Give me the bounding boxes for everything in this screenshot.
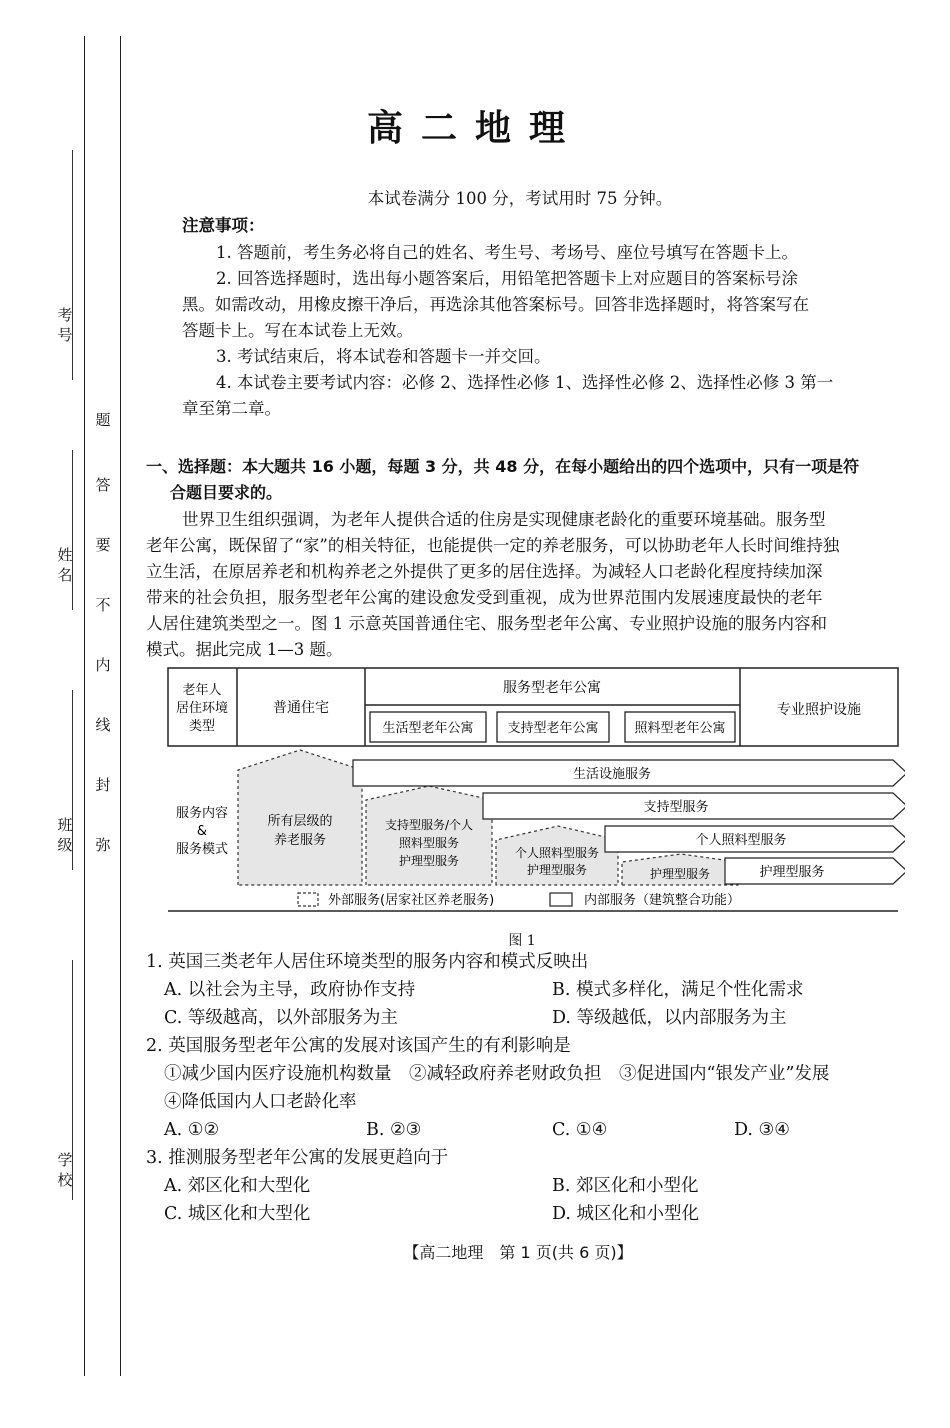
figure-caption: 图 1 [508, 933, 536, 949]
type-label: 类型 [188, 719, 216, 734]
passage-line: 模式。据此完成 1—3 题。 [146, 640, 343, 659]
margin-line-outer [84, 36, 85, 1376]
house-personal-care-text: 个人照料型服务 [514, 846, 600, 860]
class-label: 班级 [57, 816, 73, 854]
arrow-support-text: 支持型服务 [643, 800, 709, 815]
option: B. ②③ [366, 1120, 422, 1140]
page-footer: 【高二地理 第 1 页(共 6 页)】 [403, 1243, 633, 1262]
school-label: 学校 [57, 1151, 73, 1189]
passage-line: 带来的社会负担，服务型老年公寓的建设愈发受到重视，成为世界范围内发展速度最快的老年 [146, 588, 823, 607]
note-line: 黑。如需改动，用橡皮擦干净后，再选涂其他答案标号。回答非选择题时，将答案写在 [182, 295, 809, 314]
note-line: 4. 本试卷主要考试内容：必修 2、选择性必修 1、选择性必修 2、选择性必修 3 第一 [216, 373, 834, 392]
legend-external-swatch [298, 893, 318, 906]
passage-line: 人居住建筑类型之一。图 1 示意英国普通住宅、服务型老年公寓、专业照护设施的服务内容和 [146, 614, 827, 633]
passage-line: 立生活，在原居养老和机构养老之外提供了更多的居住选择。为减轻人口老龄化程度持续加深 [146, 562, 823, 581]
name-label: 姓名 [57, 546, 73, 584]
page-title: 高二地理 [366, 108, 583, 149]
question-stem: 1. 英国三类老年人居住环境类型的服务内容和模式反映出 [146, 952, 589, 972]
question-items: ④降低国内人口老龄化率 [164, 1092, 357, 1112]
service-label: 服务内容 [175, 806, 229, 821]
legend-internal-swatch [550, 893, 572, 906]
exam-no-label: 考号 [57, 306, 73, 344]
option: C. ①④ [552, 1120, 608, 1140]
option: B. 郊区化和小型化 [552, 1176, 699, 1196]
option: A. 以社会为主导，政府协作支持 [164, 980, 416, 1000]
option: B. 模式多样化，满足个性化需求 [552, 980, 804, 1000]
option: A. 郊区化和大型化 [164, 1176, 311, 1196]
option: D. 城区化和小型化 [552, 1204, 700, 1224]
sub-support: 支持型老年公寓 [507, 721, 599, 736]
notes-heading: 注意事项： [182, 216, 265, 235]
col-ordinary: 普通住宅 [273, 700, 329, 716]
seal-char: 题 [95, 411, 111, 429]
service-label: 服务模式 [175, 842, 229, 857]
note-line: 答题卡上。写在本试卷上无效。 [182, 321, 413, 340]
option: C. 等级越高，以外部服务为主 [164, 1008, 398, 1028]
exam-no-blank [72, 150, 73, 380]
legend-external: 外部服务(居家社区养老服务) [328, 893, 495, 908]
option: D. 等级越低，以内部服务为主 [552, 1008, 787, 1028]
col-service-apartment: 服务型老年公寓 [503, 680, 601, 696]
seal-char: 线 [95, 716, 111, 734]
passage-line: 老年公寓，既保留了“家”的相关特征，也能提供一定的养老服务，可以协助老年人长时间维持独 [146, 536, 840, 555]
sub-living: 生活型老年公寓 [382, 721, 474, 736]
arrow-personal-care-text: 个人照料型服务 [695, 833, 787, 848]
note-line: 3. 考试结束后，将本试卷和答题卡一并交回。 [216, 347, 551, 366]
option: D. ③④ [734, 1120, 790, 1140]
note-line: 1. 答题前，考生务必将自己的姓名、考生号、考场号、座位号填写在答题卡上。 [216, 243, 798, 262]
house-personal-care-text: 护理型服务 [526, 863, 588, 877]
seal-char: 封 [95, 776, 111, 794]
note-line: 章至第二章。 [182, 399, 281, 418]
house-support-text: 护理型服务 [398, 854, 460, 868]
section-heading: 一、选择题：本大题共 16 小题，每题 3 分，共 48 分，在每小题给出的四个选项中，只有一项是符 [146, 457, 860, 476]
seal-char: 答 [95, 476, 111, 494]
question-stem: 2. 英国服务型老年公寓的发展对该国产生的有利影响是 [146, 1036, 571, 1056]
house-all-levels-text: 所有层级的 [267, 814, 333, 829]
question-items: ①减少国内医疗设施机构数量 ②减轻政府养老财政负担 ③促进国内“银发产业”发展 [164, 1064, 830, 1084]
house-support-text: 支持型服务/个人 [384, 818, 474, 832]
type-label: 老年人 [182, 683, 222, 698]
seal-char: 弥 [95, 836, 111, 854]
passage-line: 世界卫生组织强调，为老年人提供合适的住房是实现健康老龄化的重要环境基础。服务型 [182, 510, 826, 529]
col-professional: 专业照护设施 [777, 702, 861, 718]
legend-internal: 内部服务（建筑整合功能） [584, 893, 741, 908]
name-blank [72, 450, 73, 610]
seal-char: 内 [95, 656, 111, 674]
option: A. ①② [164, 1120, 220, 1140]
option: C. 城区化和大型化 [164, 1204, 311, 1224]
note-line: 2. 回答选择题时，选出每小题答案后，用铅笔把答题卡上对应题目的答案标号涂 [216, 269, 798, 288]
house-support-text: 照料型服务 [398, 836, 460, 850]
arrow-living-facilities-text: 生活设施服务 [572, 767, 652, 782]
house-all-levels-text: 养老服务 [273, 833, 327, 848]
type-label: 居住环境 [175, 701, 229, 716]
question-stem: 3. 推测服务型老年公寓的发展更趋向于 [146, 1148, 449, 1168]
arrow-nursing-text: 护理型服务 [759, 865, 825, 880]
sub-care: 照料型老年公寓 [634, 721, 726, 736]
margin-line-inner [120, 36, 121, 1376]
seal-char: 要 [95, 536, 111, 554]
exam-info: 本试卷满分 100 分，考试用时 75 分钟。 [367, 189, 673, 208]
seal-char: 不 [95, 596, 111, 614]
service-label: & [196, 824, 208, 839]
figure-1 [160, 660, 905, 920]
house-nursing-text: 护理型服务 [649, 867, 711, 881]
section-heading: 合题目要求的。 [170, 483, 283, 502]
